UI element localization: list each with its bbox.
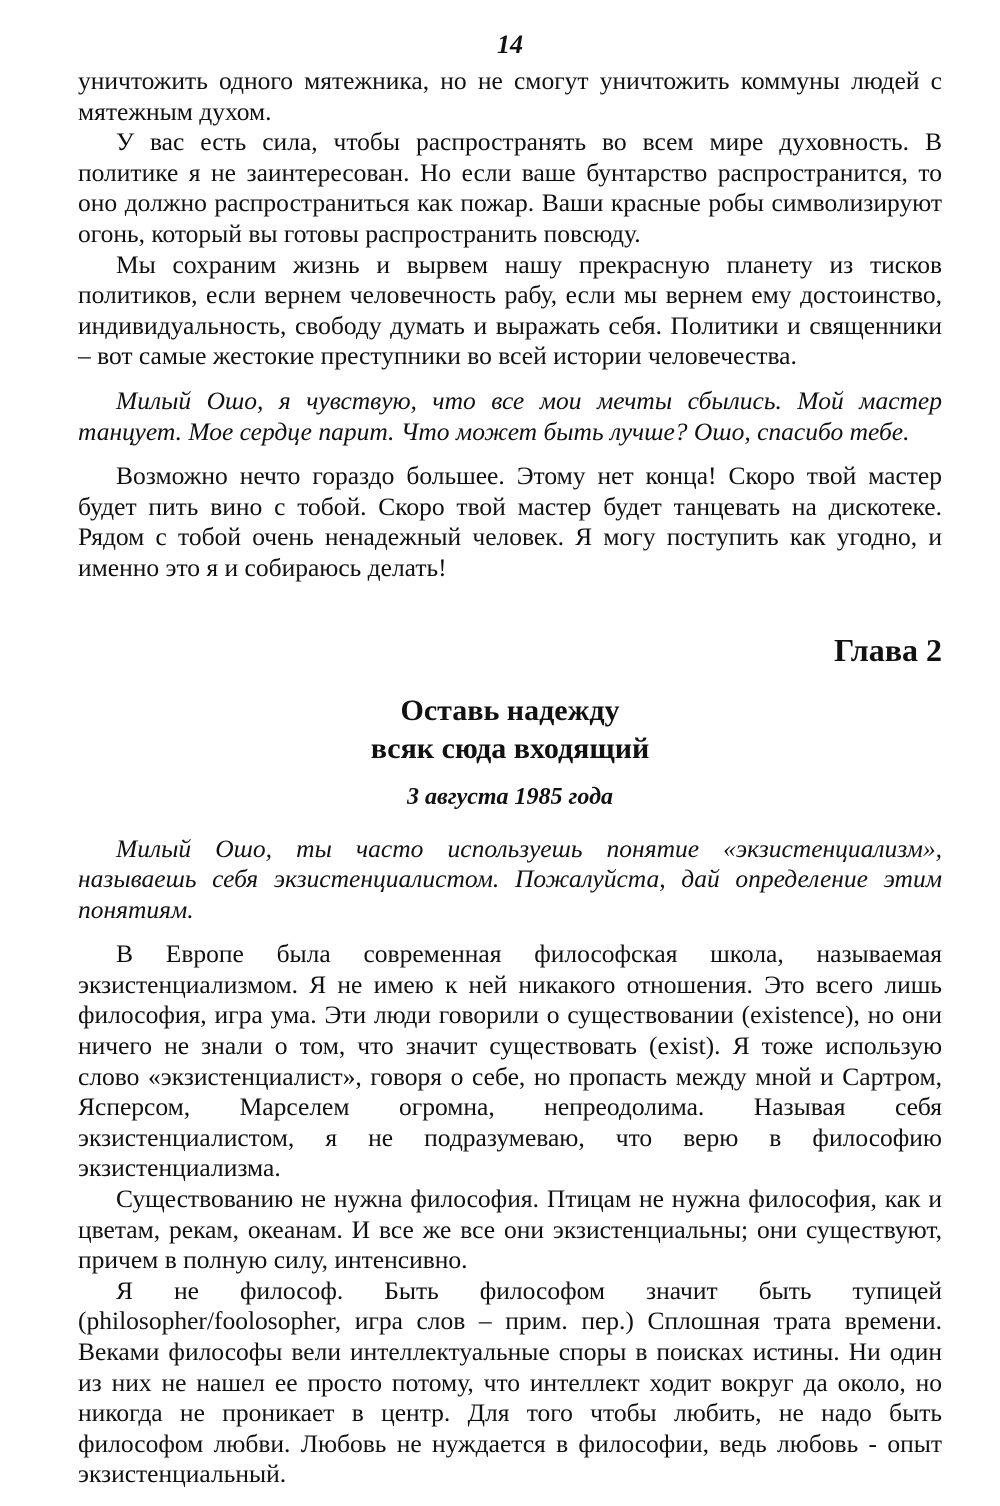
paragraph-continued: уничтожить одного мятежника, но не смогут уничтожить коммуны людей с мятежным духом. — [78, 66, 942, 126]
paragraph: В Европе была современная философская школа, называемая экзистенциализмом. Я не имею к ней никакого отношения. Это всего лишь философия, игра ума. Эти люди говорили о существовании (existence), но они ничего не знали о том, что значит существовать (exist). Я тоже использую слово «экзистенциалист», говоря о себе, но пропасть между мной и Сартром, Ясперсом, Марселем огромна, непреодолима. Называя себя экзистенциалистом, я не подразумеваю, что верю в философию экзистенциализма. — [78, 939, 942, 1183]
book-page — [78, 30, 942, 1490]
paragraph: Мы сохраним жизнь и вырвем нашу прекрасную планету из тисков политиков, если вернем человечность рабу, если мы вернем ему достоинство, индивидуальность, свободу думать и выражать себя. Политики и священники – вот самые жестокие преступники во всей истории человечества. — [78, 249, 942, 371]
paragraph: Я не философ. Быть философом значит быть тупицей (philosopher/foolosopher, игра слов – прим. пер.) Сплошная трата времени. Веками философы вели интеллектуальные споры в поисках истины. Ни один из них не нашел ее просто потому, что интеллект ходит вокруг да около, но никогда не проникает в центр. Для того чтобы любить, не надо быть философом любви. Любовь не нуждается в философии, ведь любовь - опыт экзистенциальный. — [78, 1275, 942, 1489]
chapter-title-line-1: Оставь надежду — [400, 693, 620, 727]
answer-paragraph: Возможно нечто гораздо большее. Этому нет конца! Скоро твой мастер будет пить вино с тобой. Скоро твой мастер будет танцевать на дискотеке. Рядом с тобой очень ненадежный человек. Я могу поступить как угодно, и именно это я и собираюсь делать! — [78, 461, 942, 582]
chapter-title — [78, 692, 942, 768]
chapter-label: Глава 2 — [834, 631, 942, 668]
chapter-title-line-2: всяк сюда входящий — [370, 731, 650, 765]
question-paragraph: Милый Ошо, ты часто используешь понятие «экзистенциализм», называешь себя экзистенциалистом. Пожалуйста, дай определение этим понятиям. — [78, 833, 942, 924]
chapter-date: 3 августа 1985 года — [406, 783, 613, 810]
paragraph: Существованию не нужна философия. Птицам не нужна философия, как и цветам, рекам, океанам. И все же все они экзистенциальны; они существуют, причем в полную силу, интенсивно. — [78, 1184, 942, 1275]
question-paragraph: Милый Ошо, я чувствую, что все мои мечты сбылись. Мой мастер танцует. Мое сердце парит. Что может быть лучше? Ошо, спасибо тебе. — [78, 385, 942, 446]
page-number: 14 — [497, 30, 523, 59]
paragraph: У вас есть сила, чтобы распространять во всем мире духовность. В политике я не заинтересован. Но если ваше бунтарство распространится, то оно должно распространиться как пожар. Ваши красные робы символизируют огонь, который вы готовы распространить повсюду. — [78, 127, 942, 248]
